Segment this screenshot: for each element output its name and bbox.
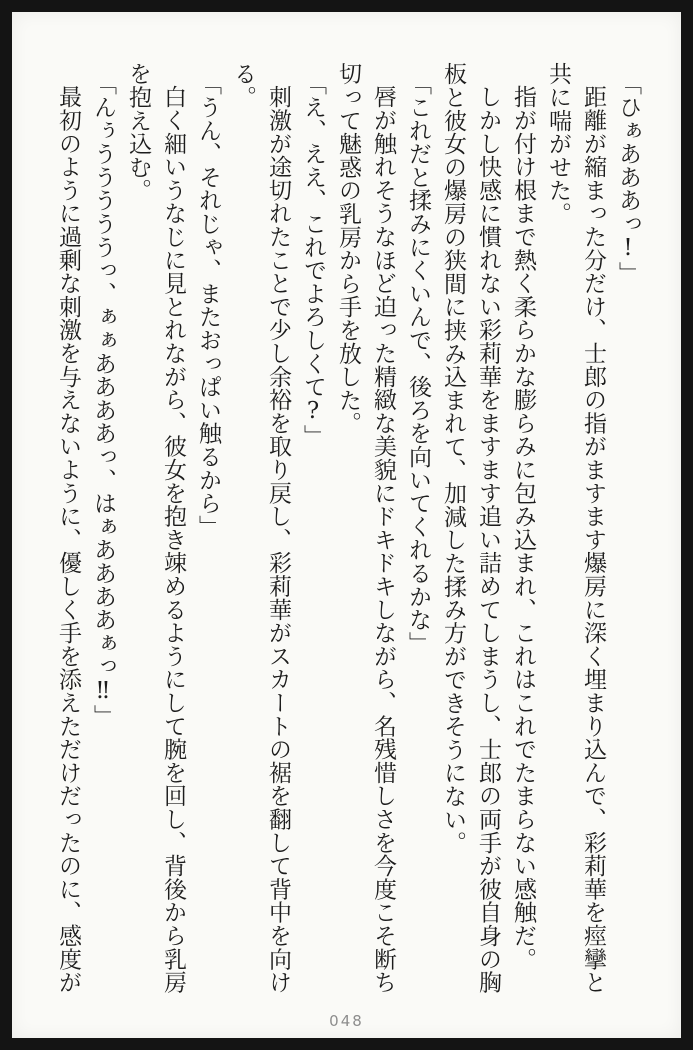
text-column: を抱え込む。 (125, 62, 151, 202)
text-column: 唇が触れそうなほど迫った精緻な美貌にドキドキしながら、名残惜しさを今度こそ断ち (370, 85, 396, 994)
text-column: 「んぅうううううっ、ぁぁああああっ、はぁああああぁっ‼」 (90, 72, 116, 728)
text-column: 板と彼女の爆房の狭間に挟み込まれて、加減した揉み方ができそうにない。 (440, 62, 466, 855)
text-column: 切って魅惑の乳房から手を放した。 (335, 62, 361, 435)
vertical-text-block (32, 62, 645, 1010)
text-column: 「ひぁあああっ!」 (615, 72, 641, 286)
text-column: 距離が縮まった分だけ、士郎の指がますます爆房に深く埋まり込んで、彩莉華を痙攣と (580, 85, 606, 994)
text-column: 「え、ええ、これでよろしくて?」 (300, 72, 326, 449)
text-column: 共に喘がせた。 (545, 62, 571, 226)
text-column: 「これだと揉みにくいんで、後ろを向いてくれるかな」 (405, 72, 431, 655)
text-column: 最初のように過剰な刺激を与えないように、優しく手を添えただけだったのに、感度が (55, 85, 81, 994)
text-column: 白く細いうなじに見とれながら、彼女を抱き竦めるようにして腕を回し、背後から乳房 (160, 85, 186, 994)
page-number: 048 (329, 1012, 364, 1030)
text-column: 刺激が途切れたことで少し余裕を取り戻し、彩莉華がスカートの裾を翻して背中を向け (265, 85, 291, 994)
book-page (12, 12, 681, 1038)
text-column: しかし快感に慣れない彩莉華をますます追い詰めてしまうし、士郎の両手が彼自身の胸 (475, 85, 501, 994)
text-column: 指が付け根まで熱く柔らかな膨らみに包み込まれ、これはこれでたまらない感触だ。 (510, 85, 536, 971)
text-column: る。 (230, 62, 256, 109)
text-column: 「うん、それじゃ、またおっぱい触るから」 (195, 72, 221, 539)
